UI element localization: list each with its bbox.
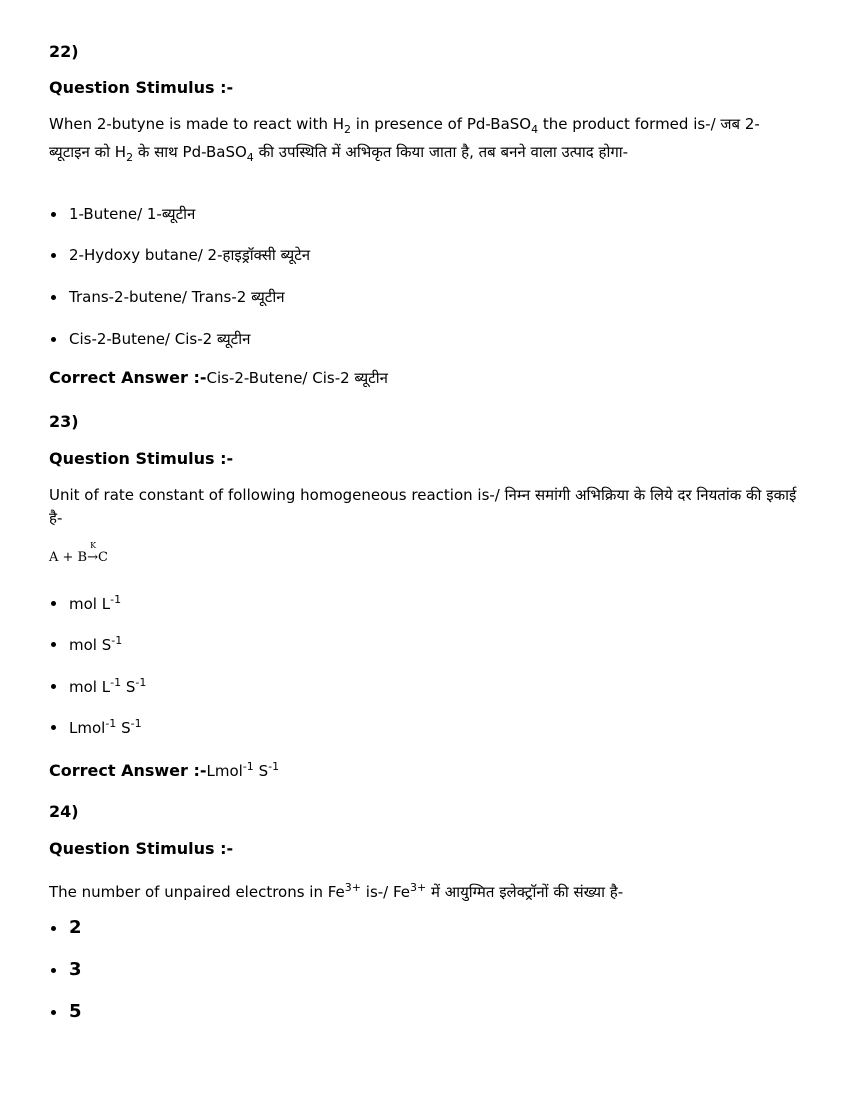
- correct-answer: [49, 368, 388, 388]
- option-item: mol $L^{-1}$ $S^{-1}$: [69, 676, 147, 696]
- correct-answer: [49, 760, 279, 780]
- question-stem: The number of unpaired electrons in $Fe^{3+}$ is-/ $Fe^{3+}$ में आयुग्मित इलेक्ट्रॉनों की संख्या है-: [49, 881, 624, 901]
- option-item: 5: [69, 1001, 82, 1022]
- question-stem: Unit of rate constant of following homogeneous reaction is-/ निम्न समांगी अभिक्रिया के लिये दर नियतांक की इकाई है-: [49, 486, 797, 527]
- question-stimulus-label: Question Stimulus :-: [49, 78, 234, 97]
- question-number: 22): [49, 42, 79, 61]
- question-stem: When 2-butyne is made to react with $H_2$ in presence of Pd-BaSO$_4$ the product formed is-/ जब 2-ब्यूटाइन को $H_2$ के साथ Pd-BaSO$_4$ की उपस्थिति में अभिकृत किया जाता है, तब बनने वाला उत्पाद होगा-: [49, 115, 760, 164]
- option-item: mol $S^{-1}$: [69, 634, 123, 654]
- option-item: 2-Hydoxy butane/ 2-हाइड्रॉक्सी ब्यूटेन: [69, 246, 311, 264]
- option-item: Trans-2-butene/ Trans-2 ब्यूटीन: [69, 288, 285, 306]
- question-number: 23): [49, 412, 79, 431]
- option-item: 3: [69, 959, 82, 980]
- question-stimulus-label: Question Stimulus :-: [49, 839, 234, 858]
- correct-answer-value: Lmol$^{-1}$ $S^{-1}$: [206, 760, 280, 780]
- option-item: Cis-2-Butene/ Cis-2 ब्यूटीन: [69, 330, 251, 348]
- question-number: 24): [49, 802, 79, 821]
- correct-answer-label: Correct Answer :-: [49, 368, 207, 387]
- option-item: 2: [69, 917, 82, 938]
- option-item: Lmol$^{-1}$ $S^{-1}$: [69, 717, 142, 737]
- option-item: 1-Butene/ 1-ब्यूटीन: [69, 205, 196, 223]
- reaction-equation: A + B K →C: [49, 541, 108, 565]
- correct-answer-label: Correct Answer :-: [49, 761, 207, 780]
- option-item: mol $L^{-1}$: [69, 593, 122, 613]
- question-stimulus-label: Question Stimulus :-: [49, 449, 234, 468]
- correct-answer-value: Cis-2-Butene/ Cis-2 ब्यूटीन: [206, 369, 388, 387]
